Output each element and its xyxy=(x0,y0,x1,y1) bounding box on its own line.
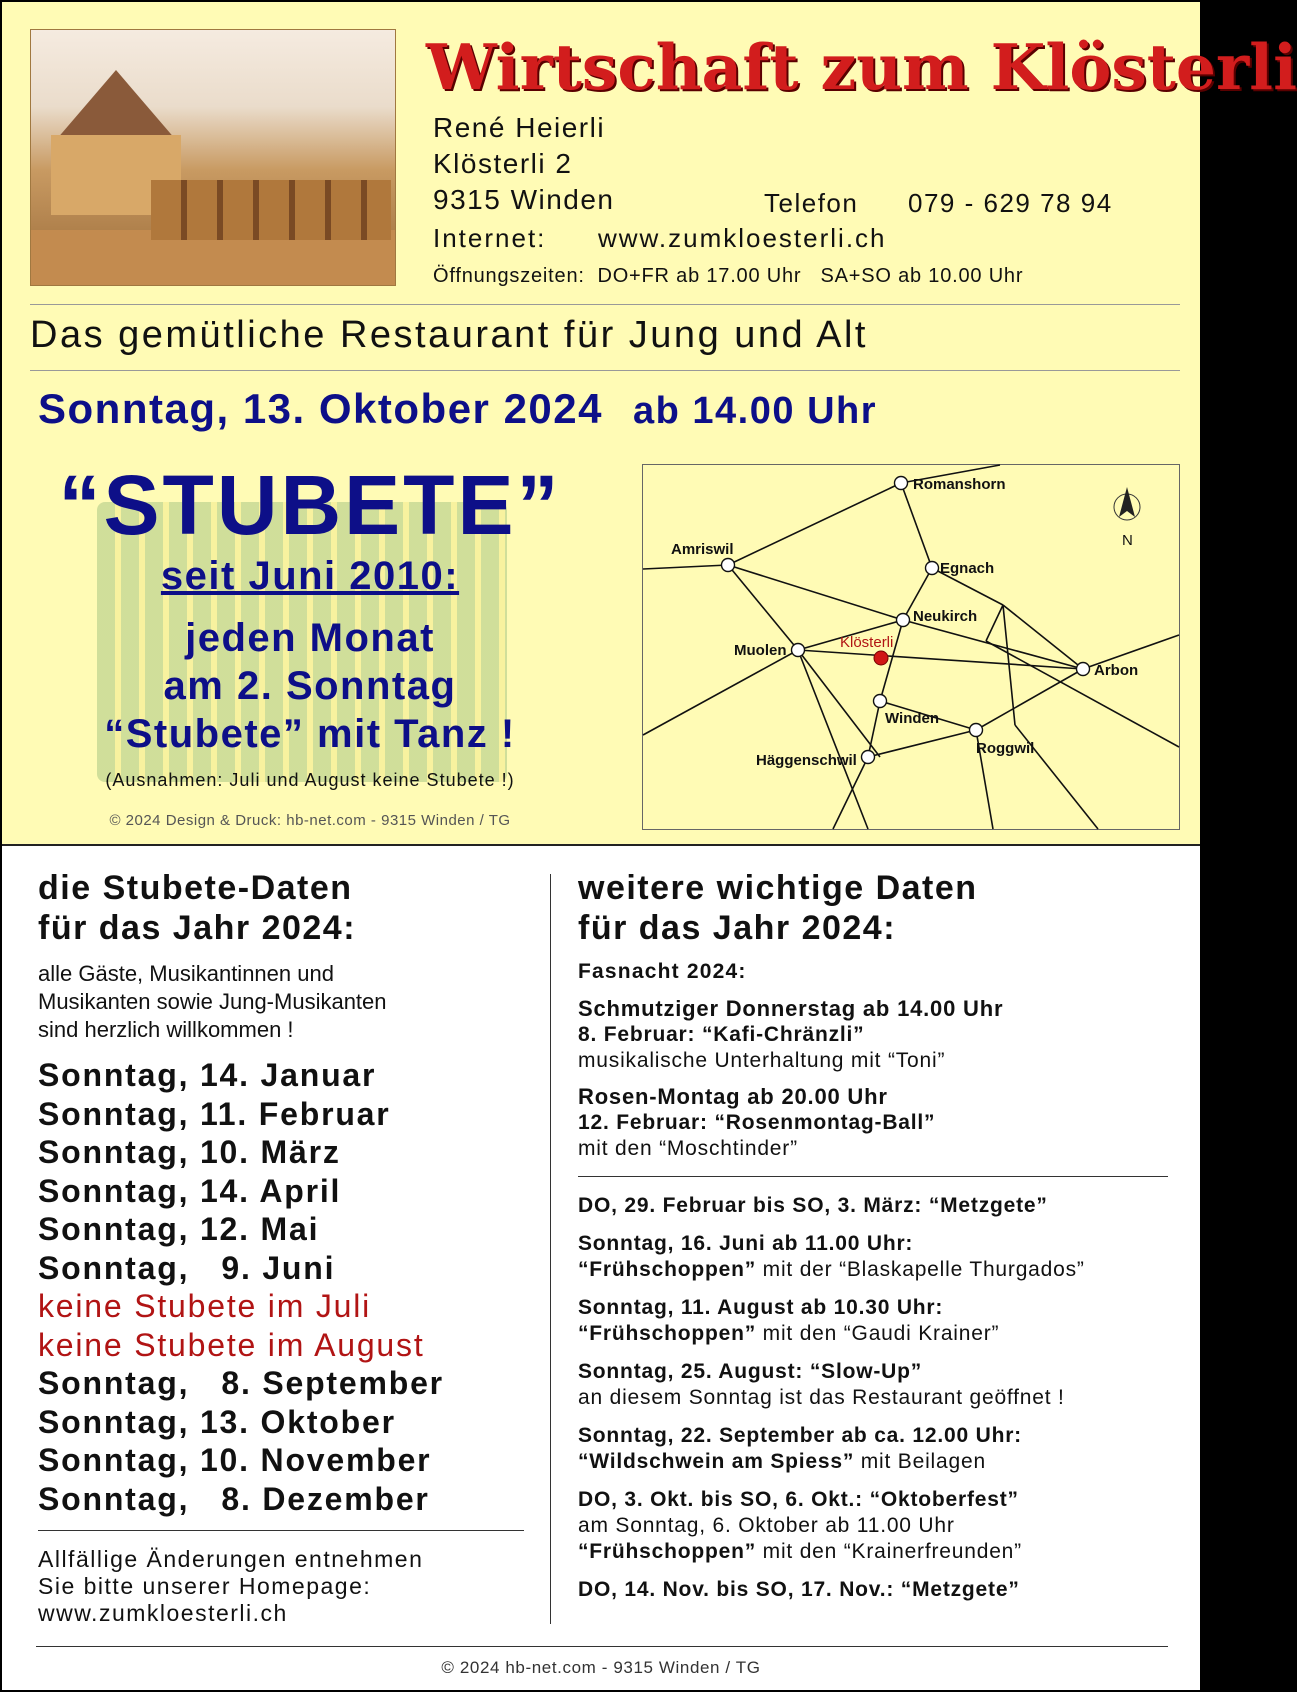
map-label-neukirch: Neukirch xyxy=(913,608,978,625)
restaurant-marker xyxy=(874,651,888,665)
event-block xyxy=(578,1084,1178,1162)
date-item: Sonntag, 14. April xyxy=(38,1172,342,1209)
date-item: Sonntag, 10. März xyxy=(38,1134,341,1170)
north-label: N xyxy=(1122,532,1133,549)
intro-line: alle Gäste, Musikantinnen und xyxy=(38,961,334,986)
divider xyxy=(30,370,1180,371)
left-heading-1: die Stubete-Daten xyxy=(38,869,353,907)
phone-number: 079 - 629 78 94 xyxy=(908,188,1113,218)
welcome-text xyxy=(38,960,538,1044)
left-heading-2: für das Jahr 2024: xyxy=(38,909,357,947)
map-label-romanshorn: Romanshorn xyxy=(913,476,1006,493)
north-arrow-icon xyxy=(1114,487,1140,549)
note-line: Allfällige Änderungen entnehmen xyxy=(38,1546,424,1572)
top-section xyxy=(2,2,1297,846)
map-label-egnach: Egnach xyxy=(940,560,995,577)
event-block xyxy=(578,1359,1178,1411)
event-date xyxy=(38,385,877,433)
divider xyxy=(30,304,1180,305)
event-line: Rosen-Montag ab 20.00 Uhr xyxy=(578,1084,888,1109)
restaurant-title: Wirtschaft zum Klösterli xyxy=(426,30,1297,104)
date-item: Sonntag, 13. Oktober xyxy=(38,1403,396,1440)
phone-label: Telefon xyxy=(764,188,859,218)
date-item: Sonntag, 8. Dezember xyxy=(38,1480,430,1517)
event-line: Sonntag, 25. August: “Slow-Up” xyxy=(578,1360,923,1383)
event-block xyxy=(578,1231,1178,1283)
street: Klösterli 2 xyxy=(433,148,573,179)
website-link[interactable]: www.zumkloesterli.ch xyxy=(598,223,887,253)
internet-label: Internet: xyxy=(433,223,547,253)
event-line: am Sonntag, 6. Oktober ab 11.00 Uhr xyxy=(578,1514,955,1537)
date-item: Sonntag, 8. September xyxy=(38,1365,444,1401)
no-stubete-july: keine Stubete im Juli xyxy=(38,1288,372,1324)
map-svg xyxy=(643,465,1179,829)
map-label-winden: Winden xyxy=(885,710,940,727)
divider xyxy=(578,1176,1168,1177)
event-detail: mit den “Gaudi Krainer” xyxy=(756,1322,1000,1345)
event-line: DO, 3. Okt. bis SO, 6. Okt.: “Oktoberfest” xyxy=(578,1488,1019,1511)
event-line xyxy=(578,1321,1178,1347)
map-label-arbon: Arbon xyxy=(1094,662,1139,679)
intro-line: Musikanten sowie Jung-Musikanten xyxy=(38,989,387,1014)
map-label-roggwil: Roggwil xyxy=(976,740,1035,757)
event-line: Sonntag, 11. August ab 10.30 Uhr: xyxy=(578,1296,944,1319)
event-line xyxy=(578,1449,1178,1475)
event-block xyxy=(578,1487,1178,1565)
restaurant-photo xyxy=(30,29,396,286)
event-line: 12. Februar: “Rosenmontag-Ball” xyxy=(578,1111,936,1134)
event-line: Sonntag, 22. September ab ca. 12.00 Uhr: xyxy=(578,1424,1022,1447)
date-item: Sonntag, 14. Januar xyxy=(38,1057,377,1093)
hours-label: Öffnungszeiten: xyxy=(433,265,585,287)
column-divider xyxy=(550,874,551,1624)
city: 9315 Winden xyxy=(433,184,615,215)
owner-name: René Heierli xyxy=(433,112,606,143)
event-detail: mit den “Krainerfreunden” xyxy=(756,1540,1022,1563)
event-line xyxy=(578,1539,1178,1565)
divider xyxy=(36,1646,1168,1647)
monthly-line-2: am 2. Sonntag xyxy=(163,664,457,708)
date-item: Sonntag, 10. November xyxy=(38,1442,432,1478)
event-highlight: “Wildschwein am Spiess” xyxy=(578,1450,855,1473)
monthly-line-1: jeden Monat xyxy=(185,616,435,660)
exceptions-note: (Ausnahmen: Juli und August keine Stubete !) xyxy=(105,770,515,790)
event-detail: mit Beilagen xyxy=(854,1450,986,1473)
location-map xyxy=(642,464,1180,830)
date-item: Sonntag, 9. Juni xyxy=(38,1249,336,1286)
event-line: DO, 14. Nov. bis SO, 17. Nov.: “Metzgete” xyxy=(578,1578,1020,1601)
event-highlight: “Frühschoppen” xyxy=(578,1322,757,1345)
bottom-copyright: © 2024 hb-net.com - 9315 Winden / TG xyxy=(441,1658,761,1677)
event-line: Schmutziger Donnerstag ab 14.00 Uhr xyxy=(578,996,1004,1021)
hours-weekend: SA+SO ab 10.00 Uhr xyxy=(820,265,1024,287)
event-line: musikalische Unterhaltung mit “Toni” xyxy=(578,1049,946,1072)
event-time: ab 14.00 Uhr xyxy=(633,390,878,432)
event-highlight: “Frühschoppen” xyxy=(578,1540,757,1563)
event-line: Sonntag, 16. Juni ab 11.00 Uhr: xyxy=(578,1232,914,1255)
date-list xyxy=(38,1056,538,1518)
homepage-link[interactable]: www.zumkloesterli.ch xyxy=(38,1600,288,1626)
map-label-amriswil: Amriswil xyxy=(671,541,734,558)
divider xyxy=(38,1530,524,1531)
map-label-muolen: Muolen xyxy=(734,642,787,659)
changes-note xyxy=(38,1546,538,1627)
event-block xyxy=(578,1423,1178,1475)
date-item: Sonntag, 11. Februar xyxy=(38,1095,391,1132)
other-dates-column xyxy=(578,868,1178,1603)
event-block xyxy=(578,1295,1178,1347)
right-heading-1: weitere wichtige Daten xyxy=(578,869,978,907)
intro-line: sind herzlich willkommen ! xyxy=(38,1017,294,1042)
map-label-kloesterli: Klösterli xyxy=(840,634,894,651)
monthly-line-3: “Stubete” mit Tanz ! xyxy=(104,712,516,756)
date-item: Sonntag, 12. Mai xyxy=(38,1211,320,1247)
event-line: DO, 29. Februar bis SO, 3. März: “Metzgete” xyxy=(578,1194,1048,1217)
map-label-haeggenschwil: Häggenschwil xyxy=(756,752,857,769)
note-line: Sie bitte unserer Homepage: xyxy=(38,1573,372,1599)
hours-weekday: DO+FR ab 17.00 Uhr xyxy=(597,265,802,287)
event-detail: mit der “Blaskapelle Thurgados” xyxy=(756,1258,1085,1281)
stubete-dates-column xyxy=(38,868,538,1518)
event-line xyxy=(578,1257,1178,1283)
slogan: Das gemütliche Restaurant für Jung und Alt xyxy=(30,314,868,356)
design-credit: © 2024 Design & Druck: hb-net.com - 9315 Winden / TG xyxy=(109,812,511,829)
no-stubete-august: keine Stubete im August xyxy=(38,1326,425,1363)
event-block xyxy=(578,996,1178,1074)
event-date-text: Sonntag, 13. Oktober 2024 xyxy=(38,385,604,432)
event-line: mit den “Moschtinder” xyxy=(578,1137,798,1160)
since-line: seit Juni 2010: xyxy=(160,554,460,598)
event-line: an diesem Sonntag ist das Restaurant geöffnet ! xyxy=(578,1386,1065,1409)
right-heading-2: für das Jahr 2024: xyxy=(578,909,897,947)
fasnacht-heading: Fasnacht 2024: xyxy=(578,960,747,983)
event-highlight: “Frühschoppen” xyxy=(578,1258,757,1281)
opening-hours xyxy=(433,265,1023,288)
event-line: 8. Februar: “Kafi-Chränzli” xyxy=(578,1023,865,1046)
flyer-page xyxy=(2,2,1297,1690)
monthly-info xyxy=(30,614,590,758)
stubete-title: “STUBETE” xyxy=(58,458,562,552)
